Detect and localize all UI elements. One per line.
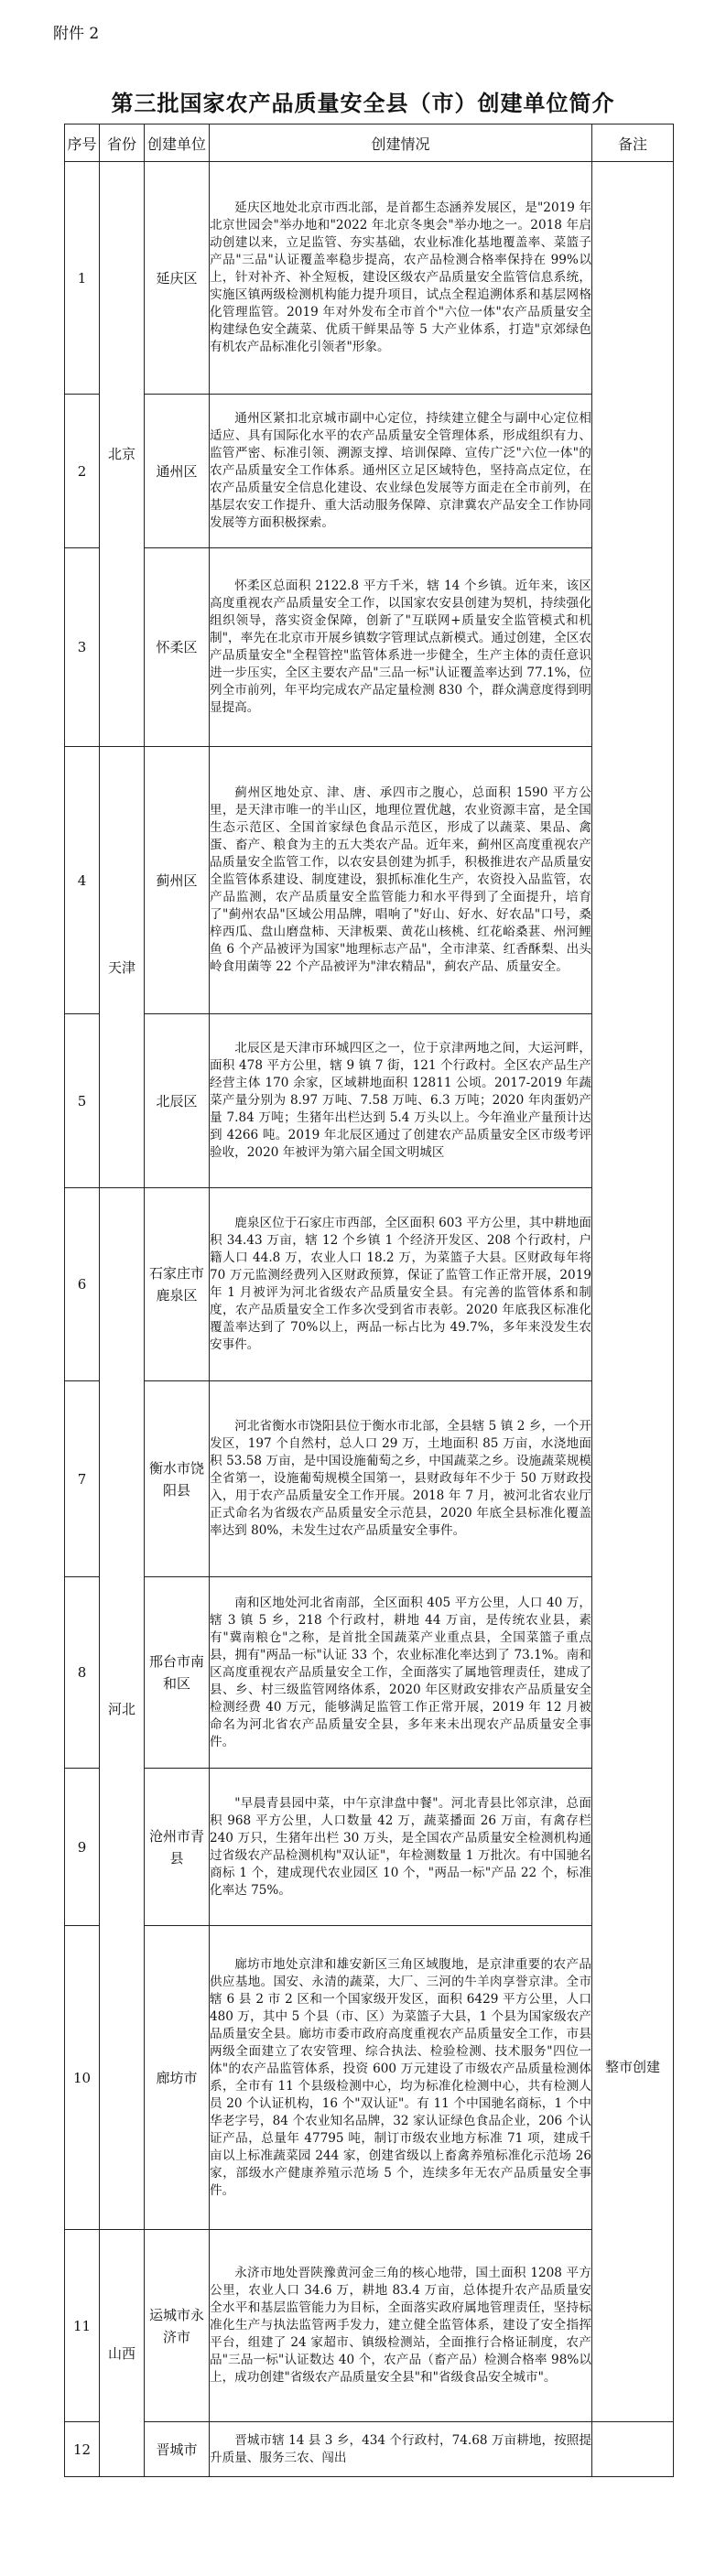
row-no: 6 [65,1188,100,1381]
desc-cell: 怀柔区总面积 2122.8 平方千米，辖 14 个乡镇。近年来，该区高度重视农产品质量安全工作，以国家农安县创建为契机，持续强化组织领导，落实资金保障，创新了"互联网+质量安全监管模式和机制"，率先在北京市开展乡镇数字管理试点新模式。通过创建，全区农产品质量安全"全程管控"监管体系进一步健全，生产主体的责任意识进一步压实，全区主要农产品"三品一标"认证覆盖率达到 77.1%，位列全市前列，年平均完成农产品定量检测 830 个，群众满意度得到明显提高。 [210,548,592,747]
table-header-row [65,124,674,162]
row-no: 9 [65,1769,100,1926]
table-row [65,1381,674,1577]
header-no: 序号 [65,124,100,162]
province-cell: 天津 [100,747,145,1188]
row-no: 3 [65,548,100,747]
row-no: 12 [65,2422,100,2477]
table-row [65,747,674,1014]
document-title: 第三批国家农产品质量安全县（市）创建单位简介 [111,90,615,116]
desc-cell: 北辰区是天津市环城四区之一，位于京津两地之间，大运河畔，面积 478 平方公里，辖 9 镇 7 街，121 个行政村。全区农产品生产经营主体 170 余家，区域耕地面积 12811 公顷。2017-2019 年蔬菜产量分别为 8.97 万吨、7.58 万吨、6.3 万吨；2020 年肉蛋奶产量 7.84 万吨；生猪年出栏达到 5.4 万头以上。今年渔业产量预计达到 4266 吨。2019 年北辰区通过了创建农产品质量安全区市级考评验收，2020 年被评为第六届全国文明城区 [210,1014,592,1188]
table-row [65,395,674,548]
header-unit: 创建单位 [145,124,210,162]
unit-cell: 晋城市 [145,2422,210,2477]
header-desc: 创建情况 [210,124,592,162]
row-no: 7 [65,1381,100,1577]
row-no: 1 [65,162,100,395]
table-row [65,162,674,395]
province-cell: 北京 [100,162,145,747]
unit-cell: 延庆区 [145,162,210,395]
desc-cell: 永济市地处晋陕豫黄河金三角的核心地带，国土面积 1208 平方公里，农业人口 34.6 万，耕地 83.4 万亩，总体提升农产品质量安全水平和基层监管能力为目标，全面落实政府属地管理责任，坚持标准化生产与执法监管两手发力，建立健全监管体系，建设了安全指挥平台，组建了 24 家超市、镇级检测站，全面推行合格证制度，农产品"三品一标"认证数达 40 个，农产品（畜产品）检测合格率 98%以上，成功创建"省级农产品质量安全县"和"省级食品安全城市"。 [210,2230,592,2422]
header-note: 备注 [592,124,674,162]
note-cell [592,162,674,2422]
unit-cell: 石家庄市鹿泉区 [145,1188,210,1381]
unit-cell: 蓟州区 [145,747,210,1014]
note-text: 整市创建 [605,2059,661,2075]
table-row [65,1188,674,1381]
row-no: 11 [65,2230,100,2422]
desc-cell: 蓟州区地处京、津、唐、承四市之腹心，总面积 1590 平方公里，是天津市唯一的半山区，地理位置优越，农业资源丰富，是全国生态示范区、全国首家绿色食品示范区，形成了以蔬菜、果品、禽蛋、畜产、粮食为主的五大类农产品。近年来，蓟州区高度重视农产品质量安全监管工作，以农安县创建为抓手，积极推进农产品质量安全监管体系建设、制度建设，狠抓标准化生产，农资投入品监管，农产品监测，农产品质量安全监管能力和水平得到了全面提升，培育了"蓟州农品"区域公用品牌，唱响了"好山、好水、好农品"口号，桑梓西瓜、盘山磨盘柿、天津板栗、黄花山核桃、红花峪桑葚、州河鲤鱼 6 个产品被评为国家"地理标志产品"，全市津菜、红香酥梨、出头岭食用菌等 22 个产品被评为"津农精品"，蓟农产品、质量安全。 [210,747,592,1014]
note-cell [592,2422,674,2477]
unit-cell: 沧州市青县 [145,1769,210,1926]
desc-cell: 廊坊市地处京津和雄安新区三角区域腹地，是京津重要的农产品供应基地。国安、永清的蔬菜，大厂、三河的牛羊肉享誉京津。全市辖 6 县 2 市 2 区和一个国家级开发区，面积 6429 平方公里，人口 480 万，其中 5 个县（市、区）为菜篮子大县，1 个县为国家级农产品质量安全县。廊坊市委市政府高度重视农产品质量安全工作，市县两级全面建立了农安管理、综合执法、检验检测、技术服务"四位一体"的农产品监管体系，投资 600 万元建设了市级农产品质量检测体系，全市有 11 个县级检测中心，均为标准化检测中心，共有检测人员 20 个认证机构，16 个"双认证"。有 11 个中国驰名商标，1 个中华老字号，84 个农业知名品牌，32 家认证绿色食品企业，206 个认证产品，总量年 47795 吨，制订市级农业地方标准 71 项，建成千亩以上标准蔬菜园 244 家，创建省级以上畜禽养殖标准化示范场 26 家，部级水产健康养殖示范场 5 个，连续多年无农产品质量安全事件。 [210,1926,592,2230]
row-no: 10 [65,1926,100,2230]
row-no: 5 [65,1014,100,1188]
province-cell: 河北 [100,1188,145,2230]
unit-cell: 邢台市南和区 [145,1577,210,1769]
table-row [65,548,674,747]
table-row [65,1014,674,1188]
desc-cell: 通州区紧扣北京城市副中心定位，持续建立健全与副中心定位相适应、具有国际化水平的农产品质量安全管理体系，形成组织有力、监管严密、标准引领、溯源支撑、培训保障、宣传广泛"六位一体"的农产品质量安全工作体系。通州区立足区域特色，坚持高点定位，在农产品质量安全信息化建设、农业绿色发展等方面走在全市前列，在基层农安工作提升、重大活动服务保障、京津冀农产品安全工作协同发展等方面积极探索。 [210,395,592,548]
unit-cell: 廊坊市 [145,1926,210,2230]
row-no: 8 [65,1577,100,1769]
desc-cell: "早晨青县园中菜，中午京津盘中餐"。河北青县比邻京津，总面积 968 平方公里，人口数量 42 万，蔬菜播面 26 万亩，有禽存栏 240 万只，生猪年出栏 30 万头，是全国农产品质量安全检测机构通过省级农产品检测机构"双认证"，年检测数量 1 万批次。有中国驰名商标 1 个，建成现代农业园区 10 个，"两品一标"产品 22 个，标准化率达 75%。 [210,1769,592,1926]
row-no: 4 [65,747,100,1014]
header-province: 省份 [100,124,145,162]
desc-cell: 河北省衡水市饶阳县位于衡水市北部，全县辖 5 镇 2 乡，一个开发区，197 个自然村，总人口 29 万，土地面积 85 万亩，水浇地面积 53.58 万亩，是中国设施葡萄之乡，中国蔬菜之乡。设施蔬菜规模全省第一，设施葡萄规模全国第一，县财政每年不少于 50 万财政投入，用于农产品质量安全工作开展。2018 年 7 月，被河北省农业厅正式命名为省级农产品质量安全示范县，2020 年底全县标准化覆盖率达到 80%，未发生过农产品质量安全事件。 [210,1381,592,1577]
table-row [65,1926,674,2230]
desc-cell: 南和区地处河北省南部，全区面积 405 平方公里，人口 40 万，辖 3 镇 5 乡，218 个行政村，耕地 44 万亩，是传统农业县，素有"冀南粮仓"之称，是首批全国蔬菜产业重点县，全国菜篮子重点县，拥有"两品一标"认证 33 个，农业标准化率达到了 73.1%。南和区高度重视农产品质量安全工作，全面落实了属地管理责任，建成了县、乡、村三级监管网络体系，2020 年区财政安排农产品质量安全检测经费 40 万元，能够满足监管工作正常开展，2019 年 12 月被命名为河北省农产品质量安全县，多年来未出现农产品质量安全事件。 [210,1577,592,1769]
table-row [65,2230,674,2422]
table-row [65,1577,674,1769]
unit-cell: 怀柔区 [145,548,210,747]
unit-cell: 通州区 [145,395,210,548]
table-row [65,1769,674,1926]
unit-cell: 运城市永济市 [145,2230,210,2422]
province-cell: 山西 [100,2230,145,2477]
units-table [64,124,674,2477]
unit-cell: 衡水市饶阳县 [145,1381,210,1577]
row-no: 2 [65,395,100,548]
desc-cell: 延庆区地处北京市西北部，是首都生态涵养发展区，是"2019 年北京世园会"举办地和"2022 年北京冬奥会"举办地之一。2018 年启动创建以来，立足监管、夯实基础，农业标准化基地覆盖率、菜篮子产品"三品"认证覆盖率稳步提高，农产品检测合格率保持在 99%以上，针对补齐、补全短板，建设区级农产品质量安全监管信息系统，实施区镇两级检测机构能力提升项目，试点全程追溯体系和基层网格化管理监管。2019 年对外发布全市首个"六位一体"农产品质量安全构建绿色安全蔬菜、优质干鲜果品等 5 大产业体系，打造"京郊绿色有机农产品标准化引领者"形象。 [210,162,592,395]
desc-cell: 鹿泉区位于石家庄市西部，全区面积 603 平方公里，其中耕地面积 34.43 万亩，辖 12 个乡镇 1 个经济开发区、208 个行政村，户籍人口 44.8 万，农业人口 18.2 万，为菜篮子大县。区财政每年将 70 万元监测经费列入区财政预算，保证了监管工作正常开展，2019 年 1 月被评为河北省级农产品质量安全县。有完善的监管体系和制度，农产品质量安全工作多次受到省市表彰。2020 年底我区标准化覆盖率达到了 70%以上，两品一标占比为 49.7%，多年来没发生农安事件。 [210,1188,592,1381]
desc-cell: 晋城市辖 14 县 3 乡，434 个行政村，74.68 万亩耕地，按照提升质量、服务三农、闯出 [210,2422,592,2477]
unit-cell: 北辰区 [145,1014,210,1188]
attachment-label: 附件 2 [53,25,100,43]
table-row [65,2422,674,2477]
